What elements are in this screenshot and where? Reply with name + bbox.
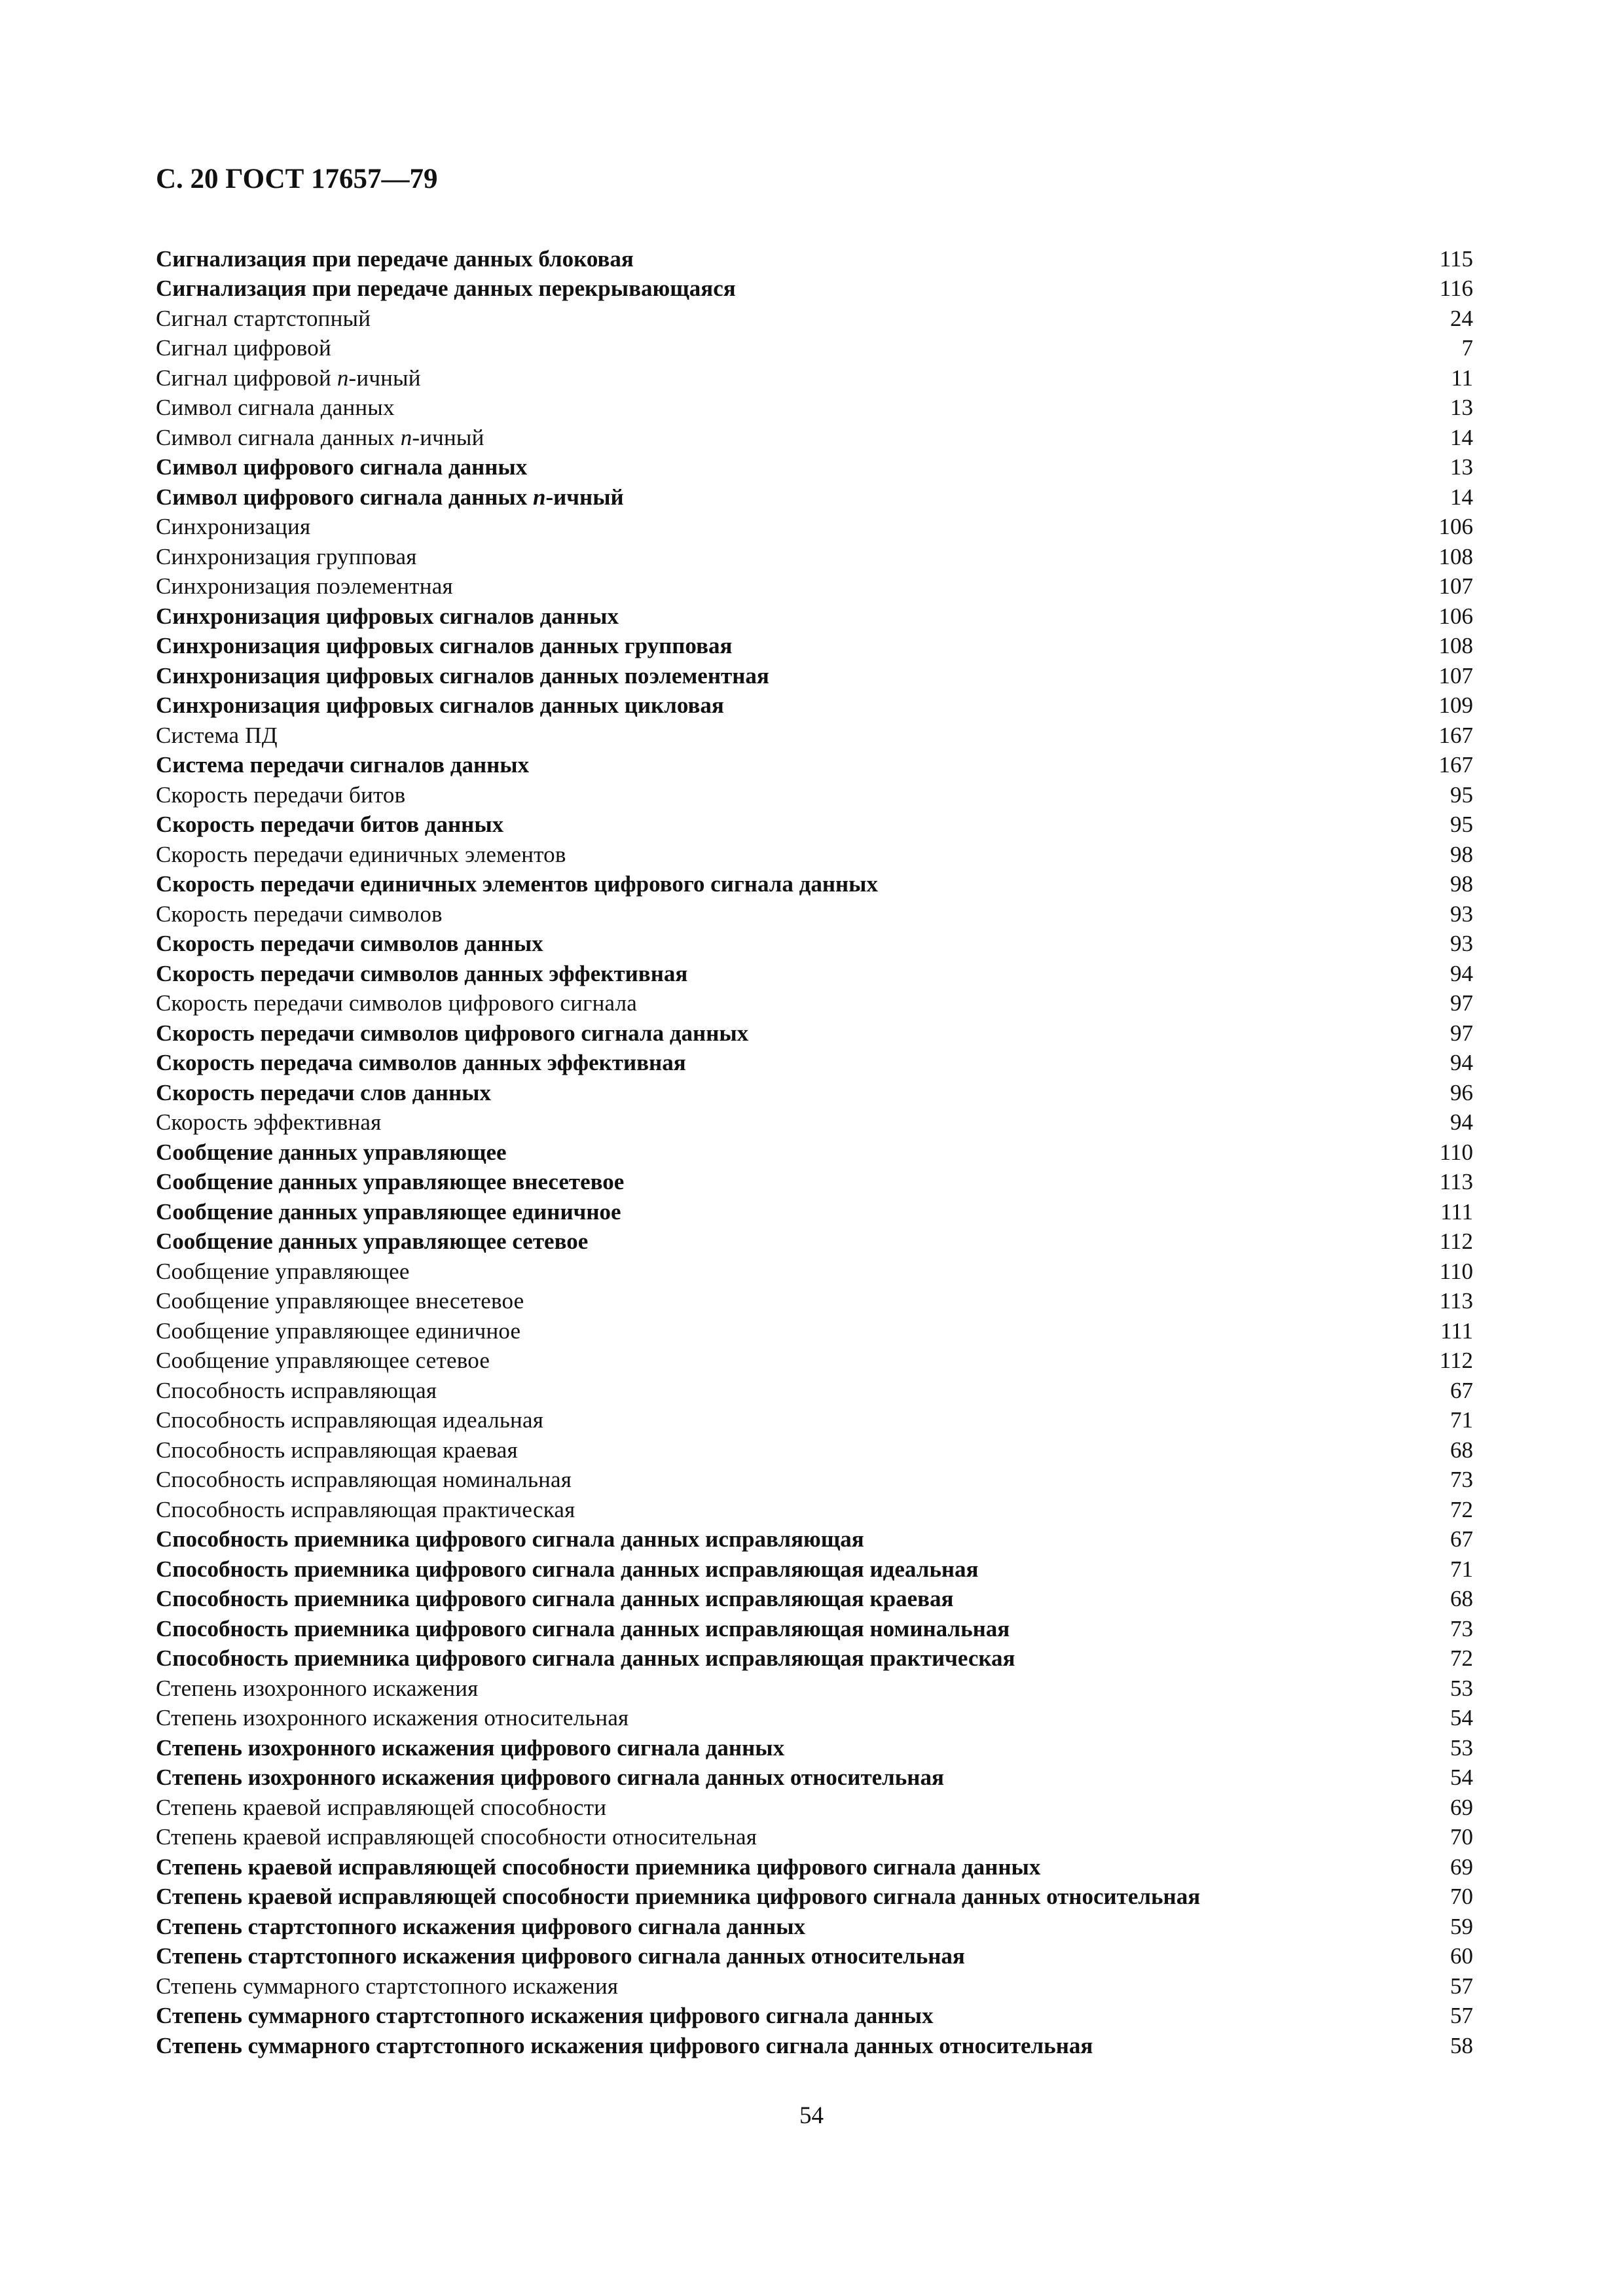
index-entry — [156, 304, 1473, 334]
index-term: Способность исправляющая идеальная — [156, 1407, 544, 1433]
index-term: Сообщение данных управляющее сетевое — [156, 1229, 589, 1255]
index-page-ref: 7 — [1461, 335, 1473, 361]
index-term: Способность исправляющая номинальная — [156, 1467, 572, 1493]
index-term: Скорость передача символов данных эффективная — [156, 1050, 686, 1076]
index-term: Способность исправляющая — [156, 1377, 437, 1403]
page-number: 54 — [799, 2102, 824, 2129]
index-term: Синхронизация цифровых сигналов данных цикловая — [156, 692, 724, 719]
index-term: Скорость передачи единичных элементов — [156, 841, 566, 867]
index-page-ref: 93 — [1450, 901, 1473, 927]
index-page-ref: 57 — [1450, 2003, 1473, 2029]
index-term: Степень суммарного стартстопного искажения цифрового сигнала данных — [156, 2003, 934, 2029]
index-page-ref: 96 — [1450, 1079, 1473, 1105]
index-term: Символ цифрового сигнала данных n-ичный — [156, 484, 624, 510]
index-entry — [156, 1971, 1473, 2001]
index-page-ref: 70 — [1450, 1824, 1473, 1850]
index-term: Скорость передачи битов данных — [156, 812, 504, 838]
index-entry — [156, 601, 1473, 632]
index-term: Степень изохронного искажения цифрового сигнала данных — [156, 1734, 785, 1761]
index-entry — [156, 1346, 1473, 1376]
index-entry — [156, 1197, 1473, 1227]
index-page-ref: 58 — [1450, 2032, 1473, 2058]
index-entry — [156, 1287, 1473, 1317]
index-entry — [156, 1078, 1473, 1108]
index-page-ref: 69 — [1450, 1854, 1473, 1880]
index-term: Сообщение данных управляющее — [156, 1139, 507, 1165]
index-entry — [156, 1495, 1473, 1525]
index-entry — [156, 423, 1473, 453]
index-term: Способность приемника цифрового сигнала данных исправляющая — [156, 1526, 864, 1552]
index-entry — [156, 1644, 1473, 1674]
index-page-ref: 108 — [1438, 633, 1473, 659]
index-entry — [156, 1823, 1473, 1853]
index-page-ref: 68 — [1450, 1437, 1473, 1463]
index-term: Способность исправляющая краевая — [156, 1437, 518, 1463]
index-page-ref: 167 — [1438, 752, 1473, 778]
index-term: Степень изохронного искажения цифрового сигнала данных относительная — [156, 1765, 944, 1791]
index-entry — [156, 1554, 1473, 1585]
index-page-ref: 13 — [1450, 395, 1473, 421]
index-entry — [156, 274, 1473, 304]
index-page-ref: 106 — [1438, 603, 1473, 629]
index-entry — [156, 2001, 1473, 2032]
index-entry — [156, 1733, 1473, 1763]
index-page-ref: 113 — [1439, 1288, 1473, 1314]
index-term: Синхронизация цифровых сигналов данных поэлементная — [156, 662, 769, 689]
index-page-ref: 115 — [1439, 245, 1473, 272]
index-term: Степень краевой исправляющей способности относительная — [156, 1824, 757, 1850]
index-page-ref: 71 — [1450, 1556, 1473, 1582]
index-entry — [156, 1942, 1473, 1972]
index-page-ref: 59 — [1450, 1913, 1473, 1939]
index-entry — [156, 334, 1473, 364]
index-page-ref: 53 — [1450, 1675, 1473, 1701]
index-page-ref: 94 — [1450, 960, 1473, 986]
index-page-ref: 110 — [1439, 1258, 1473, 1284]
index-term: Способность приемника цифрового сигнала данных исправляющая идеальная — [156, 1556, 979, 1582]
index-entry — [156, 632, 1473, 662]
index-entry — [156, 2031, 1473, 2061]
index-page-ref: 11 — [1451, 365, 1473, 391]
index-term: Степень стартстопного искажения цифрового сигнала данных относительная — [156, 1943, 965, 1969]
index-term: Способность исправляющая практическая — [156, 1496, 575, 1522]
index-page-ref: 97 — [1450, 1020, 1473, 1046]
index-entry — [156, 1376, 1473, 1406]
index-entry — [156, 1227, 1473, 1257]
index-page-ref: 60 — [1450, 1943, 1473, 1969]
index-term: Сигнализация при передаче данных блоковая — [156, 245, 634, 272]
index-page-ref: 98 — [1450, 841, 1473, 867]
index-term: Степень стартстопного искажения цифрового сигнала данных — [156, 1913, 806, 1939]
index-term: Степень суммарного стартстопного искажения — [156, 1973, 619, 1999]
index-entry — [156, 1108, 1473, 1138]
index-term: Скорость эффективная — [156, 1109, 382, 1136]
index-page-ref: 107 — [1438, 573, 1473, 600]
index-term: Степень краевой исправляющей способности приемника цифрового сигнала данных относительная — [156, 1884, 1201, 1910]
index-entry — [156, 244, 1473, 274]
index-page-ref: 69 — [1450, 1794, 1473, 1820]
index-page-ref: 95 — [1450, 781, 1473, 808]
index-term: Степень изохронного искажения — [156, 1675, 479, 1701]
index-entry — [156, 1525, 1473, 1555]
index-term: Система ПД — [156, 722, 278, 748]
index-term: Скорость передачи битов — [156, 781, 406, 808]
index-page-ref: 67 — [1450, 1526, 1473, 1552]
index-entry — [156, 453, 1473, 483]
index-page-ref: 93 — [1450, 931, 1473, 957]
page-header: С. 20 ГОСТ 17657—79 — [156, 164, 438, 194]
index-entry — [156, 751, 1473, 781]
index-term: Синхронизация поэлементная — [156, 573, 453, 600]
index-page-ref: 109 — [1438, 692, 1473, 719]
index-entry — [156, 1614, 1473, 1644]
index-term: Сообщение управляющее — [156, 1258, 410, 1284]
index-page-ref: 106 — [1438, 514, 1473, 540]
index-term: Синхронизация — [156, 514, 311, 540]
index-page-ref: 111 — [1440, 1198, 1473, 1225]
index-entry — [156, 1465, 1473, 1496]
index-page-ref: 107 — [1438, 662, 1473, 689]
index-entry — [156, 959, 1473, 989]
index-term: Система передачи сигналов данных — [156, 752, 530, 778]
index-entry — [156, 1793, 1473, 1823]
index-page-ref: 113 — [1439, 1169, 1473, 1195]
index-term: Скорость передачи слов данных — [156, 1079, 491, 1105]
index-page-ref: 167 — [1438, 722, 1473, 748]
index-page-ref: 108 — [1438, 543, 1473, 569]
index-entry — [156, 1674, 1473, 1704]
index-term: Степень краевой исправляющей способности — [156, 1794, 607, 1820]
index-page-ref: 70 — [1450, 1884, 1473, 1910]
index-term: Способность приемника цифрового сигнала данных исправляющая краевая — [156, 1586, 954, 1612]
index-page-ref: 14 — [1450, 484, 1473, 510]
index-page-ref: 72 — [1450, 1496, 1473, 1522]
index-entry — [156, 363, 1473, 393]
index-page-ref: 24 — [1450, 305, 1473, 331]
index-page-ref: 112 — [1439, 1229, 1473, 1255]
index-entry — [156, 721, 1473, 751]
index-term: Степень изохронного искажения относительная — [156, 1705, 629, 1731]
index-entry — [156, 1882, 1473, 1912]
index-page-ref: 54 — [1450, 1705, 1473, 1731]
index-term: Скорость передачи символов данных эффективная — [156, 960, 688, 986]
index-entry — [156, 1852, 1473, 1882]
index-page-ref: 54 — [1450, 1765, 1473, 1791]
index-term: Степень суммарного стартстопного искажения цифрового сигнала данных относительная — [156, 2032, 1093, 2058]
index-entry — [156, 1912, 1473, 1942]
index-page-ref: 94 — [1450, 1050, 1473, 1076]
index-entry — [156, 840, 1473, 870]
index-term: Символ сигнала данных n-ичный — [156, 424, 484, 450]
index-term: Символ цифрового сигнала данных — [156, 454, 528, 480]
index-page-ref: 73 — [1450, 1467, 1473, 1493]
index-entry — [156, 989, 1473, 1019]
index-entry — [156, 1257, 1473, 1287]
index-entry — [156, 899, 1473, 929]
index-term: Скорость передачи единичных элементов цифрового сигнала данных — [156, 871, 878, 897]
index-term: Синхронизация групповая — [156, 543, 417, 569]
index-page-ref: 116 — [1439, 276, 1473, 302]
index-page-ref: 112 — [1439, 1348, 1473, 1374]
index-entry — [156, 572, 1473, 602]
index-entry — [156, 1018, 1473, 1049]
index-entry — [156, 393, 1473, 423]
index-entry — [156, 1168, 1473, 1198]
index-entry — [156, 1138, 1473, 1168]
index-term: Символ сигнала данных — [156, 395, 395, 421]
index-page-ref: 14 — [1450, 424, 1473, 450]
index-entry — [156, 1585, 1473, 1615]
index-page-ref: 13 — [1450, 454, 1473, 480]
index-term: Сообщение данных управляющее внесетевое — [156, 1169, 625, 1195]
index-entry — [156, 1704, 1473, 1734]
index-term: Сообщение управляющее единичное — [156, 1318, 521, 1344]
index-term: Скорость передачи символов — [156, 901, 443, 927]
index-page-ref: 111 — [1440, 1318, 1473, 1344]
index-page-ref: 53 — [1450, 1734, 1473, 1761]
index-term: Сигнал цифровой n-ичный — [156, 365, 421, 391]
index-entry — [156, 691, 1473, 721]
term-index-list — [156, 244, 1473, 2061]
index-term: Сигнал цифровой — [156, 335, 331, 361]
index-page-ref: 110 — [1439, 1139, 1473, 1165]
index-entry — [156, 542, 1473, 572]
index-entry — [156, 482, 1473, 512]
index-entry — [156, 1763, 1473, 1793]
index-term: Сигнализация при передаче данных перекрывающаяся — [156, 276, 736, 302]
index-entry — [156, 1316, 1473, 1346]
index-page-ref: 68 — [1450, 1586, 1473, 1612]
index-term: Сообщение управляющее сетевое — [156, 1348, 490, 1374]
index-entry — [156, 1435, 1473, 1465]
index-page-ref: 73 — [1450, 1615, 1473, 1641]
index-entry — [156, 929, 1473, 960]
index-page-ref: 98 — [1450, 871, 1473, 897]
index-term: Синхронизация цифровых сигналов данных — [156, 603, 619, 629]
index-page-ref: 57 — [1450, 1973, 1473, 1999]
index-term: Сигнал стартстопный — [156, 305, 371, 331]
index-term: Синхронизация цифровых сигналов данных групповая — [156, 633, 733, 659]
index-page-ref: 97 — [1450, 990, 1473, 1016]
index-entry — [156, 810, 1473, 840]
index-entry — [156, 661, 1473, 691]
index-term: Сообщение данных управляющее единичное — [156, 1198, 621, 1225]
index-term: Скорость передачи символов цифрового сигнала — [156, 990, 637, 1016]
index-term: Способность приемника цифрового сигнала данных исправляющая номинальная — [156, 1615, 1010, 1641]
index-term: Скорость передачи символов данных — [156, 931, 543, 957]
index-entry — [156, 870, 1473, 900]
index-entry — [156, 1406, 1473, 1436]
index-term: Способность приемника цифрового сигнала данных исправляющая практическая — [156, 1645, 1015, 1672]
index-page-ref: 94 — [1450, 1109, 1473, 1136]
index-entry — [156, 512, 1473, 543]
index-term: Сообщение управляющее внесетевое — [156, 1288, 524, 1314]
index-page-ref: 95 — [1450, 812, 1473, 838]
index-page-ref: 71 — [1450, 1407, 1473, 1433]
index-term: Степень краевой исправляющей способности приемника цифрового сигнала данных — [156, 1854, 1041, 1880]
index-page-ref: 72 — [1450, 1645, 1473, 1672]
index-entry — [156, 780, 1473, 810]
index-page-ref: 67 — [1450, 1377, 1473, 1403]
index-term: Скорость передачи символов цифрового сигнала данных — [156, 1020, 749, 1046]
index-entry — [156, 1049, 1473, 1079]
